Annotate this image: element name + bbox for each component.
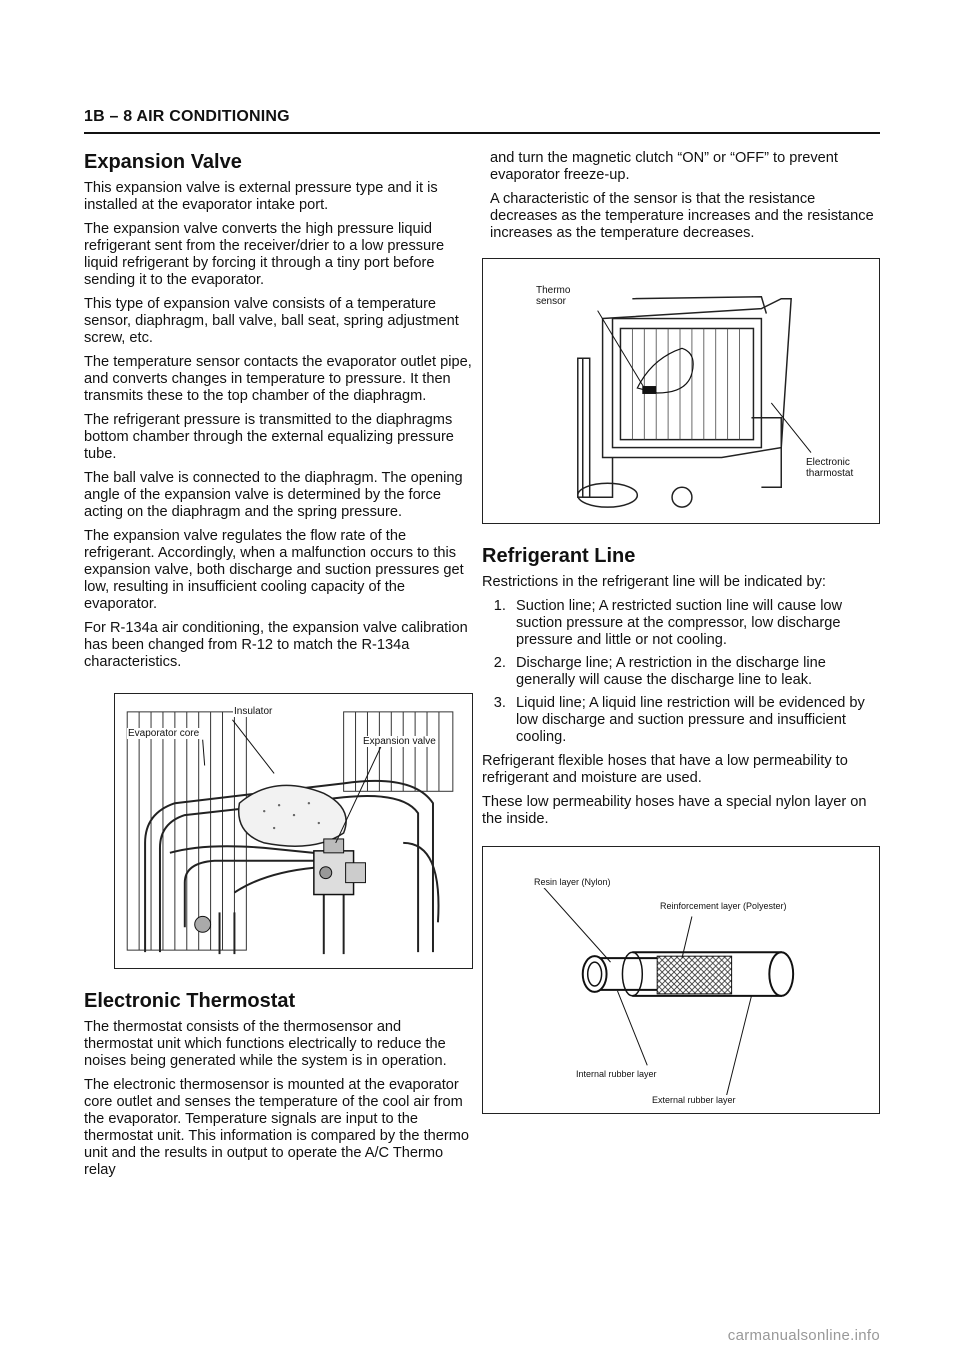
- left-column: [84, 150, 474, 1186]
- restriction-list: [482, 598, 882, 746]
- electronic-thermostat-section: [84, 989, 474, 1179]
- expansion-valve-label: Expansion valve: [363, 736, 436, 747]
- refrigerant-line-section: [482, 544, 882, 828]
- page-title: 1B – 8 AIR CONDITIONING: [84, 108, 290, 125]
- paragraph: Restrictions in the refrigerant line will be indicated by:: [482, 574, 826, 590]
- hose-figure: [482, 846, 880, 1114]
- paragraph: For R-134a air conditioning, the expansion valve calibration has been changed from R-12 to match the R-134a characteristics.: [84, 620, 468, 670]
- paragraph: and turn the magnetic clutch “ON” or “OFF” to prevent evaporator freeze-up.: [490, 150, 838, 183]
- evaporator-core-label: Evaporator core: [128, 728, 200, 739]
- paragraph: This expansion valve is external pressure type and it is installed at the evaporator intake port.: [84, 180, 438, 213]
- paragraph: The expansion valve regulates the flow rate of the refrigerant. Accordingly, when a malfunction occurs to this expansion valve, both discharge and suction pressures get low, resulting in insufficient cooling capacity of the evaporator.: [84, 528, 464, 612]
- list-item: 2. Discharge line; A restriction in the discharge line generally will cause the discharge line to leak.: [510, 655, 882, 689]
- paragraph: The ball valve is connected to the diaphragm. The opening angle of the expansion valve is determined by the force acting on the diaphragm and the spring pressure.: [84, 470, 463, 520]
- paragraph: This type of expansion valve consists of a temperature sensor, diaphragm, ball valve, ball seat, spring adjustment screw, etc.: [84, 296, 459, 346]
- expansion-valve-heading: Expansion Valve: [84, 151, 242, 173]
- external-rubber-label: External rubber layer: [652, 1095, 736, 1105]
- paragraph: The refrigerant pressure is transmitted to the diaphragms bottom chamber through the external equalizing pressure tube.: [84, 412, 454, 462]
- refrigerant-line-heading: Refrigerant Line: [482, 545, 636, 567]
- paragraph: The expansion valve converts the high pressure liquid refrigerant sent from the receiver/drier to a low pressure liquid refrigerant by forcing it through a tiny port before sending it to the evaporator.: [84, 221, 445, 288]
- electronic-thermostat-heading: Electronic Thermostat: [84, 990, 296, 1012]
- paragraph: A characteristic of the sensor is that the resistance decreases as the temperature increases and the resistance increases as the temperature decreases.: [490, 191, 874, 241]
- paragraph: The thermostat consists of the thermosensor and thermostat unit which functions electrically to reduce the noises being generated while the system is in operation.: [84, 1019, 447, 1069]
- internal-rubber-label: Internal rubber layer: [576, 1069, 657, 1079]
- thermo-sensor-figure: [482, 258, 880, 524]
- insulator-label: Insulator: [234, 706, 273, 717]
- paragraph: Refrigerant flexible hoses that have a low permeability to refrigerant and moisture are used.: [482, 753, 848, 786]
- page-header: [84, 108, 880, 134]
- watermark: carmanualsonline.info: [727, 1327, 880, 1344]
- electronic-thermostat-label: Electronic tharmostat: [805, 457, 869, 479]
- reinforcement-layer-label: Reinforcement layer (Polyester): [660, 901, 787, 911]
- header-rule: [84, 132, 880, 134]
- paragraph: These low permeability hoses have a special nylon layer on the inside.: [482, 794, 867, 827]
- expansion-valve-figure: [114, 693, 473, 969]
- thermo-sensor-label: Thermo sensor: [535, 285, 577, 307]
- paragraph: The electronic thermosensor is mounted at the evaporator core outlet and senses the temperature of the cool air from the evaporator. Temperature signals are input to the thermostat unit. This information is compared by the thermo unit and the results in output to operate the A/C Thermo relay: [84, 1077, 470, 1178]
- list-item: 3. Liquid line; A liquid line restriction will be evidenced by low discharge and suction pressure and insufficient cooling.: [510, 695, 882, 746]
- list-item: 1. Suction line; A restricted suction line will cause low suction pressure at the compressor, low discharge pressure and little or not cooling.: [510, 598, 882, 649]
- expansion-valve-section: [84, 150, 474, 671]
- paragraph: The temperature sensor contacts the evaporator outlet pipe, and converts changes in temperature to pressure. It then transmits these to the top chamber of the diaphragm.: [84, 354, 472, 404]
- resin-layer-label: Resin layer (Nylon): [534, 877, 611, 887]
- right-column: [482, 150, 882, 1114]
